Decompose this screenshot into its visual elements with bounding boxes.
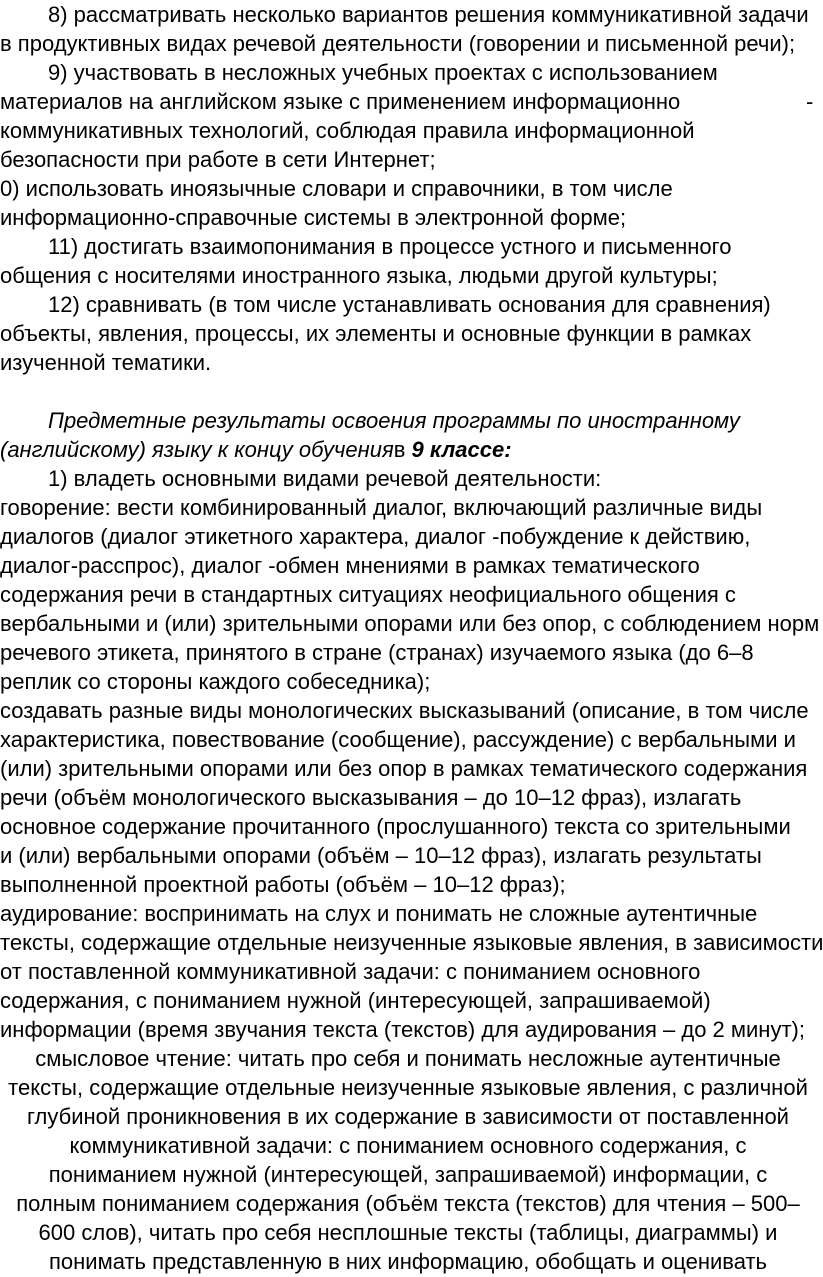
listening-line-5: информации (время звучания текста (текстов) для аудирования – до 2 минут); (0, 1017, 805, 1042)
speaking-line-4: содержания речи в стандартных ситуациях неофициального общения с (0, 582, 736, 607)
result-item-1: 1) владеть основными видами речевой деятельности: (48, 466, 602, 491)
reading-line-5: пониманием нужной (интересующей, запрашиваемой) информации, с (48, 1162, 768, 1187)
section-heading-text: (английскому) языку к концу обучения (0, 437, 394, 462)
reading-line-2: тексты, содержащие отдельные неизученные языковые явления, с различной (8, 1075, 808, 1100)
list-item-9-line-4: безопасности при работе в сети Интернет; (0, 147, 436, 172)
speaking-line-6: речевого этикета, принятого в стране (странах) изучаемого языка (до 6–8 (0, 640, 754, 665)
monologue-line-2: характеристика, повествование (сообщение), рассуждение) с вербальными и (0, 727, 796, 752)
list-item-12-line-3: изученной тематики. (0, 350, 212, 375)
list-item-12-line-2: объекты, явления, процессы, их элементы и основные функции в рамках (0, 321, 752, 346)
list-item-10-line-1: 0) использовать иноязычные словари и справочники, в том числе (0, 176, 673, 201)
monologue-line-7: выполненной проектной работы (объём – 10–12 фраз); (0, 872, 566, 897)
reading-line-1: смысловое чтение: читать про себя и понимать несложные аутентичные (35, 1046, 781, 1071)
speaking-line-5: вербальными и (или) зрительными опорами или без опор, с соблюдением норм (0, 611, 820, 636)
section-heading-preposition: в (393, 437, 412, 462)
monologue-line-5: основное содержание прочитанного (прослушанного) текста со зрительными (0, 814, 791, 839)
list-item-9-line-3: коммуникативных технологий, соблюдая правила информационной (0, 118, 695, 143)
reading-line-7: 600 слов), читать про себя несплошные тексты (таблицы, диаграммы) и (38, 1220, 778, 1245)
monologue-line-4: речи (объём монологического высказывания – до 10–12 фраз), излагать (0, 785, 742, 810)
speaking-line-7: реплик со стороны каждого собеседника); (0, 669, 431, 694)
speaking-line-1: говорение: вести комбинированный диалог, включающий различные виды (0, 495, 763, 520)
speaking-line-2: диалогов (диалог этикетного характера, диалог -побуждение к действию, (0, 524, 751, 549)
section-heading-line-1: Предметные результаты освоения программы по иностранному (48, 408, 740, 433)
list-item-9-line-2: материалов на английском языке с применением информационно (0, 89, 681, 114)
monologue-line-1: создавать разные виды монологических высказываний (описание, в том числе (0, 698, 809, 723)
listening-line-4: содержания, с пониманием нужной (интересующей, запрашиваемой) (0, 988, 711, 1013)
monologue-line-6: и (или) вербальными опорами (объём – 10–12 фраз), излагать результаты (0, 843, 762, 868)
reading-line-4: коммуникативной задачи: с пониманием основного содержания, с (69, 1133, 747, 1158)
list-item-11-line-2: общения с носителями иностранного языка, людьми другой культуры; (0, 263, 718, 288)
reading-line-6: полным пониманием содержания (объём текста (текстов) для чтения – 500– (16, 1191, 800, 1216)
reading-line-3: глубиной проникновения в их содержание в зависимости от поставленной (27, 1104, 789, 1129)
listening-line-2: тексты, содержащие отдельные неизученные языковые явления, в зависимости (0, 930, 823, 955)
reading-line-8: понимать представленную в них информацию, обобщать и оценивать (49, 1249, 767, 1274)
listening-line-1: аудирование: воспринимать на слух и понимать не сложные аутентичные (0, 901, 758, 926)
list-item-8-line-1: 8) рассматривать несколько вариантов решения коммуникативной задачи (48, 2, 809, 27)
section-heading-line-2 (0, 435, 816, 465)
list-item-8-line-2: в продуктивных видах речевой деятельности (говорении и письменной речи); (0, 31, 796, 56)
list-item-12-line-1: 12) сравнивать (в том числе устанавливать основания для сравнения) (48, 292, 771, 317)
list-item-10-line-2: информационно-справочные системы в электронной форме; (0, 205, 627, 230)
list-item-9-hyphen: - (806, 89, 814, 114)
listening-line-3: от поставленной коммуникативной задачи: с пониманием основного (0, 959, 701, 984)
speaking-line-3: диалог-расспрос), диалог -обмен мнениями в рамках тематического (0, 553, 700, 578)
section-heading-grade: 9 классе: (411, 437, 512, 462)
list-item-9-line-1: 9) участвовать в несложных учебных проектах с использованием (48, 60, 718, 85)
list-item-11-line-1: 11) достигать взаимопонимания в процессе устного и письменного (48, 234, 732, 259)
monologue-line-3: (или) зрительными опорами или без опор в рамках тематического содержания (0, 756, 808, 781)
